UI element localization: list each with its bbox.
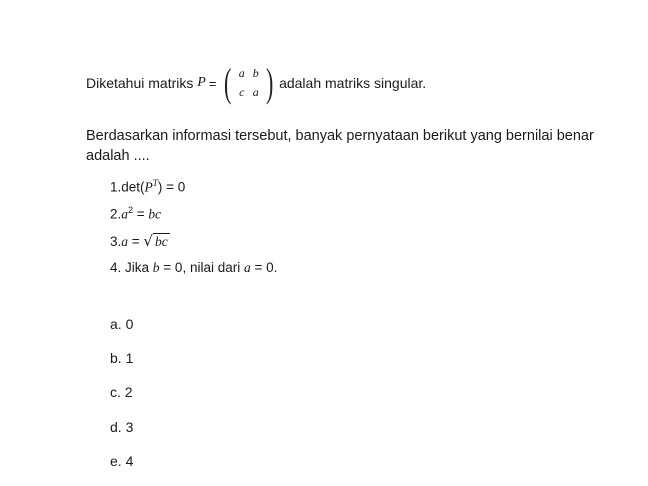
option-c[interactable]: c. 2 bbox=[110, 384, 133, 400]
intro-text-before: Diketahui matriks bbox=[86, 75, 194, 91]
option-a[interactable]: a. 0 bbox=[110, 316, 134, 332]
var-a: a bbox=[243, 260, 251, 275]
left-paren: ( bbox=[224, 60, 232, 105]
option-d[interactable]: d. 3 bbox=[110, 419, 134, 435]
matrix-entry: c bbox=[239, 85, 245, 99]
statement-3 bbox=[110, 232, 170, 250]
matrix-entry: a bbox=[252, 85, 259, 99]
var-a: a bbox=[121, 234, 129, 249]
intro-sentence bbox=[86, 61, 426, 105]
statement-text: = 0, nilai dari bbox=[159, 260, 244, 275]
statement-number: 1. bbox=[110, 179, 122, 195]
statement-rhs: = 0 bbox=[162, 179, 186, 195]
intro-text-after: adalah matriks singular. bbox=[279, 75, 427, 91]
statement-number: 4. bbox=[110, 260, 122, 275]
paren: ) bbox=[157, 179, 163, 195]
matrix-entry: b bbox=[252, 66, 259, 80]
right-paren: ) bbox=[265, 60, 274, 105]
option-e[interactable]: e. 4 bbox=[110, 453, 134, 469]
statement-number: 3. bbox=[110, 234, 122, 249]
statement-4 bbox=[110, 260, 277, 276]
matrix-variable: P bbox=[197, 75, 206, 90]
square-root bbox=[143, 232, 169, 250]
var-bc: bc bbox=[148, 206, 162, 222]
matrix-p bbox=[221, 60, 276, 105]
equals-sign: = bbox=[208, 75, 217, 91]
radical-sign: √ bbox=[143, 232, 153, 250]
var-b: b bbox=[152, 260, 160, 275]
radicand: bc bbox=[154, 234, 168, 249]
paren: ( bbox=[140, 179, 145, 195]
option-b[interactable]: b. 1 bbox=[110, 350, 134, 366]
statement-number: 2. bbox=[110, 206, 122, 222]
matrix-entries bbox=[235, 66, 263, 100]
question-text: Berdasarkan informasi tersebut, banyak pernyataan berikut yang bernilai benar adalah .... bbox=[86, 128, 594, 164]
statement-2 bbox=[110, 205, 161, 223]
var-p: P bbox=[144, 179, 153, 195]
matrix-entry: a bbox=[238, 66, 245, 80]
exponent: 2 bbox=[128, 205, 134, 215]
equals-sign: = bbox=[128, 234, 144, 249]
var-a: a bbox=[121, 206, 129, 222]
equals-sign: = bbox=[133, 206, 149, 222]
det-operator: det bbox=[121, 179, 141, 195]
statement-text: Jika bbox=[125, 260, 153, 275]
transpose-sup: T bbox=[152, 178, 158, 188]
statement-text: = 0. bbox=[250, 260, 278, 275]
statement-1 bbox=[110, 178, 185, 196]
